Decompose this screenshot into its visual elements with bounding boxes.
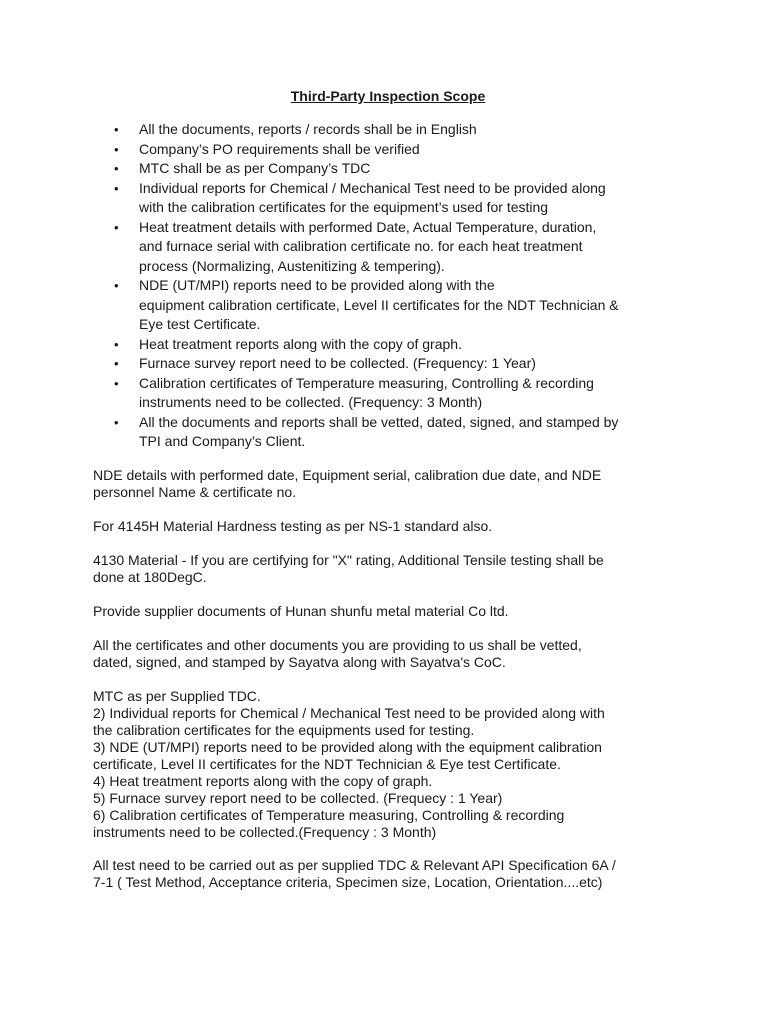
bullet-line: Heat treatment details with performed Date, Actual Temperature, duration, — [139, 218, 597, 235]
paragraph-line: All the certificates and other documents you are providing to us shall be vetted, — [93, 636, 582, 653]
paragraph-line: instruments need to be collected.(Frequency : 3 Month) — [93, 823, 437, 840]
bullet-item — [114, 140, 683, 160]
bullet-line: MTC shall be as per Company’s TDC — [139, 160, 371, 176]
bullet-line: Calibration certificates of Temperature measuring, Controlling & recording — [139, 374, 594, 391]
hardness-paragraph: For 4145H Material Hardness testing as per NS-1 standard also. — [93, 517, 493, 534]
bullet-icon: • — [114, 180, 119, 196]
bullet-line: with the calibration certificates for the equipment’s used for testing — [139, 199, 549, 215]
bullet-line: equipment calibration certificate, Level II certificates for the NDT Technician & — [139, 296, 619, 313]
bullet-item — [114, 354, 683, 374]
nde-details-paragraph — [93, 467, 683, 501]
paragraph-line: 7-1 ( Test Method, Acceptance criteria, Specimen size, Location, Orientation....etc) — [93, 873, 603, 890]
bullet-icon: • — [114, 356, 119, 371]
bullet-icon: • — [114, 336, 119, 352]
certificates-paragraph — [93, 637, 683, 671]
paragraph-line: 6) Calibration certificates of Temperature measuring, Controlling & recording — [93, 806, 565, 823]
bullet-line: Individual reports for Chemical / Mechanical Test need to be provided along — [139, 179, 606, 196]
bullet-icon: • — [114, 414, 119, 430]
bullet-icon: • — [114, 278, 119, 293]
bullet-icon: • — [114, 122, 119, 137]
bullet-item — [114, 374, 683, 413]
paragraph-line: All test need to be carried out as per supplied TDC & Relevant API Specification 6A / — [93, 856, 616, 873]
bullet-line: Heat treatment reports along with the copy of graph. — [139, 335, 462, 352]
bullet-line: and furnace serial with calibration certificate no. for each heat treatment — [139, 238, 583, 254]
bullet-icon: • — [114, 375, 119, 391]
bullet-item — [114, 413, 683, 452]
bullet-line: Company’s PO requirements shall be verified — [139, 140, 420, 157]
document-page — [93, 87, 683, 891]
bullet-line: Eye test Certificate. — [139, 316, 261, 332]
paragraph-line: NDE details with performed date, Equipment serial, calibration due date, and NDE — [93, 466, 602, 483]
bullet-line: Furnace survey report need to be collected. (Frequency: 1 Year) — [139, 355, 536, 371]
bullet-icon: • — [114, 161, 119, 176]
bullet-icon: • — [114, 219, 119, 235]
bullet-item — [114, 120, 683, 140]
paragraph-line: personnel Name & certificate no. — [93, 483, 297, 500]
bullet-line: All the documents, reports / records shall be in English — [139, 121, 477, 137]
paragraph-line: certificate, Level II certificates for the NDT Technician & Eye test Certificate. — [93, 755, 561, 772]
page-title: Third-Party Inspection Scope — [290, 88, 486, 104]
bullet-item — [114, 335, 683, 355]
tensile-paragraph — [93, 552, 683, 586]
bullet-line: All the documents and reports shall be vetted, dated, signed, and stamped by — [139, 413, 619, 430]
bullet-line: instruments need to be collected. (Frequency: 3 Month) — [139, 394, 483, 410]
paragraph-line: 2) Individual reports for Chemical / Mechanical Test need to be provided along with — [93, 704, 605, 721]
scope-bullet-list — [93, 120, 683, 452]
bullet-item — [114, 179, 683, 218]
paragraph-line: dated, signed, and stamped by Sayatva along with Sayatva's CoC. — [93, 653, 506, 670]
paragraph-line: done at 180DegC. — [93, 568, 207, 585]
bullet-line: NDE (UT/MPI) reports need to be provided along with the — [139, 277, 495, 293]
bullet-item — [114, 159, 683, 179]
bullet-line: process (Normalizing, Austenitizing & tempering). — [139, 257, 445, 274]
tests-paragraph — [93, 857, 683, 891]
paragraph-line: the calibration certificates for the equipments used for testing. — [93, 721, 475, 738]
paragraph-line: MTC as per Supplied TDC. — [93, 687, 261, 704]
bullet-item — [114, 218, 683, 277]
bullet-icon: • — [114, 141, 119, 157]
paragraph-line: 5) Furnace survey report need to be collected. (Frequecy : 1 Year) — [93, 789, 503, 806]
paragraph-line: 4) Heat treatment reports along with the copy of graph. — [93, 772, 433, 789]
paragraph-line: 3) NDE (UT/MPI) reports need to be provided along with the equipment calibration — [93, 738, 602, 755]
bullet-line: TPI and Company’s Client. — [139, 433, 306, 449]
bullet-item — [114, 276, 683, 335]
paragraph-line: 4130 Material - If you are certifying for "X" rating, Additional Tensile testing shall be — [93, 551, 604, 568]
supplier-paragraph: Provide supplier documents of Hunan shunfu metal material Co ltd. — [93, 602, 509, 619]
numbered-requirements-block — [93, 688, 683, 841]
